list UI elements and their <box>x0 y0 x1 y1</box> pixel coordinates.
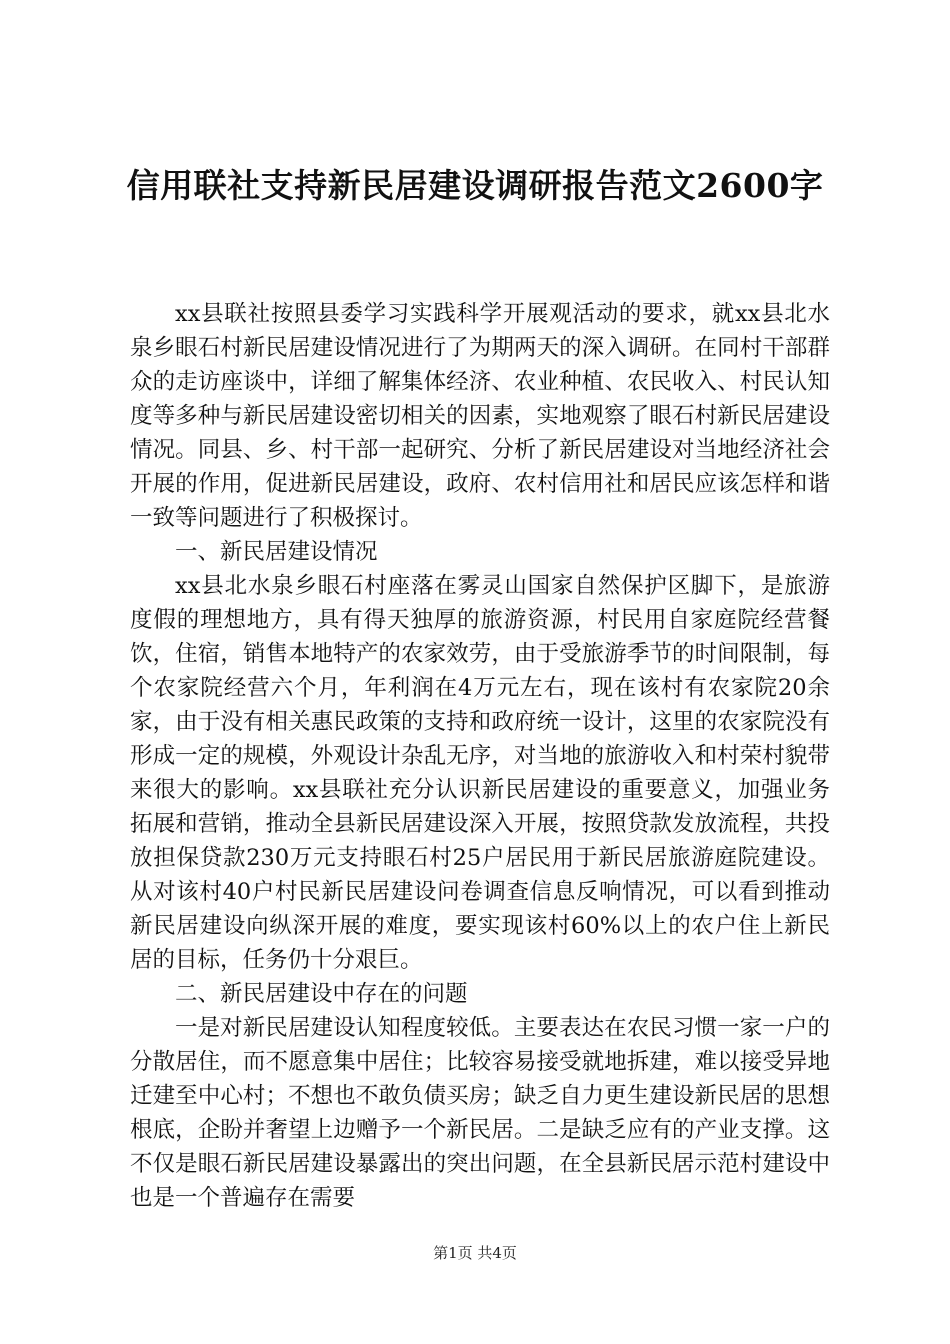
section-heading-1: 一、新民居建设情况 <box>175 539 378 565</box>
document-body <box>130 297 830 1215</box>
paragraph-section-1: xx县北水泉乡眼石村座落在雾灵山国家自然保护区脚下，是旅游度假的理想地方，具有得天独厚的旅游资源，村民用自家庭院经营餐饮，住宿，销售本地特产的农家效劳，由于受旅游季节的时间限制，每个农家院经营六个月，年利润在4万元左右，现在该村有农家院20余家，由于没有相关惠民政策的支持和政府统一设计，这里的农家院没有形成一定的规模，外观设计杂乱无序，对当地的旅游收入和村荣村貌带来很大的影响。xx县联社充分认识新民居建设的重要意义，加强业务拓展和营销，推动全县新民居建设深入开展，按照贷款发放流程，共投放担保贷款230万元支持眼石村25户居民用于新民居旅游庭院建设。从对该村40户村民新民居建设问卷调查信息反响情况，可以看到推动新民居建设向纵深开展的难度，要实现该村60%以上的农户住上新民居的目标，任务仍十分艰巨。 <box>130 573 830 973</box>
document-title: 信用联社支持新民居建设调研报告范文2600字 <box>126 166 824 205</box>
paragraph-intro: xx县联社按照县委学习实践科学开展观活动的要求，就xx县北水泉乡眼石村新民居建设情况进行了为期两天的深入调研。在同村干部群众的走访座谈中，详细了解集体经济、农业种植、农民收入、村民认知度等多种与新民居建设密切相关的因素，实地观察了眼石村新民居建设情况。同县、乡、村干部一起研究、分析了新民居建设对当地经济社会开展的作用，促进新民居建设，政府、农村信用社和居民应该怎样和谐一致等问题进行了积极探讨。 <box>130 301 830 531</box>
page-number: 第1页 共4页 <box>433 1244 517 1262</box>
section-heading-2: 二、新民居建设中存在的问题 <box>175 981 468 1007</box>
paragraph-section-2: 一是对新民居建设认知程度较低。主要表达在农民习惯一家一户的分散居住，而不愿意集中居住；比较容易接受就地拆建，难以接受异地迁建至中心村；不想也不敢负债买房；缺乏自力更生建设新民居的思想根底，企盼并奢望上边赠予一个新民居。二是缺乏应有的产业支撑。这不仅是眼石新民居建设暴露出的突出问题，在全县新民居示范村建设中也是一个普遍存在需要 <box>130 1015 830 1211</box>
